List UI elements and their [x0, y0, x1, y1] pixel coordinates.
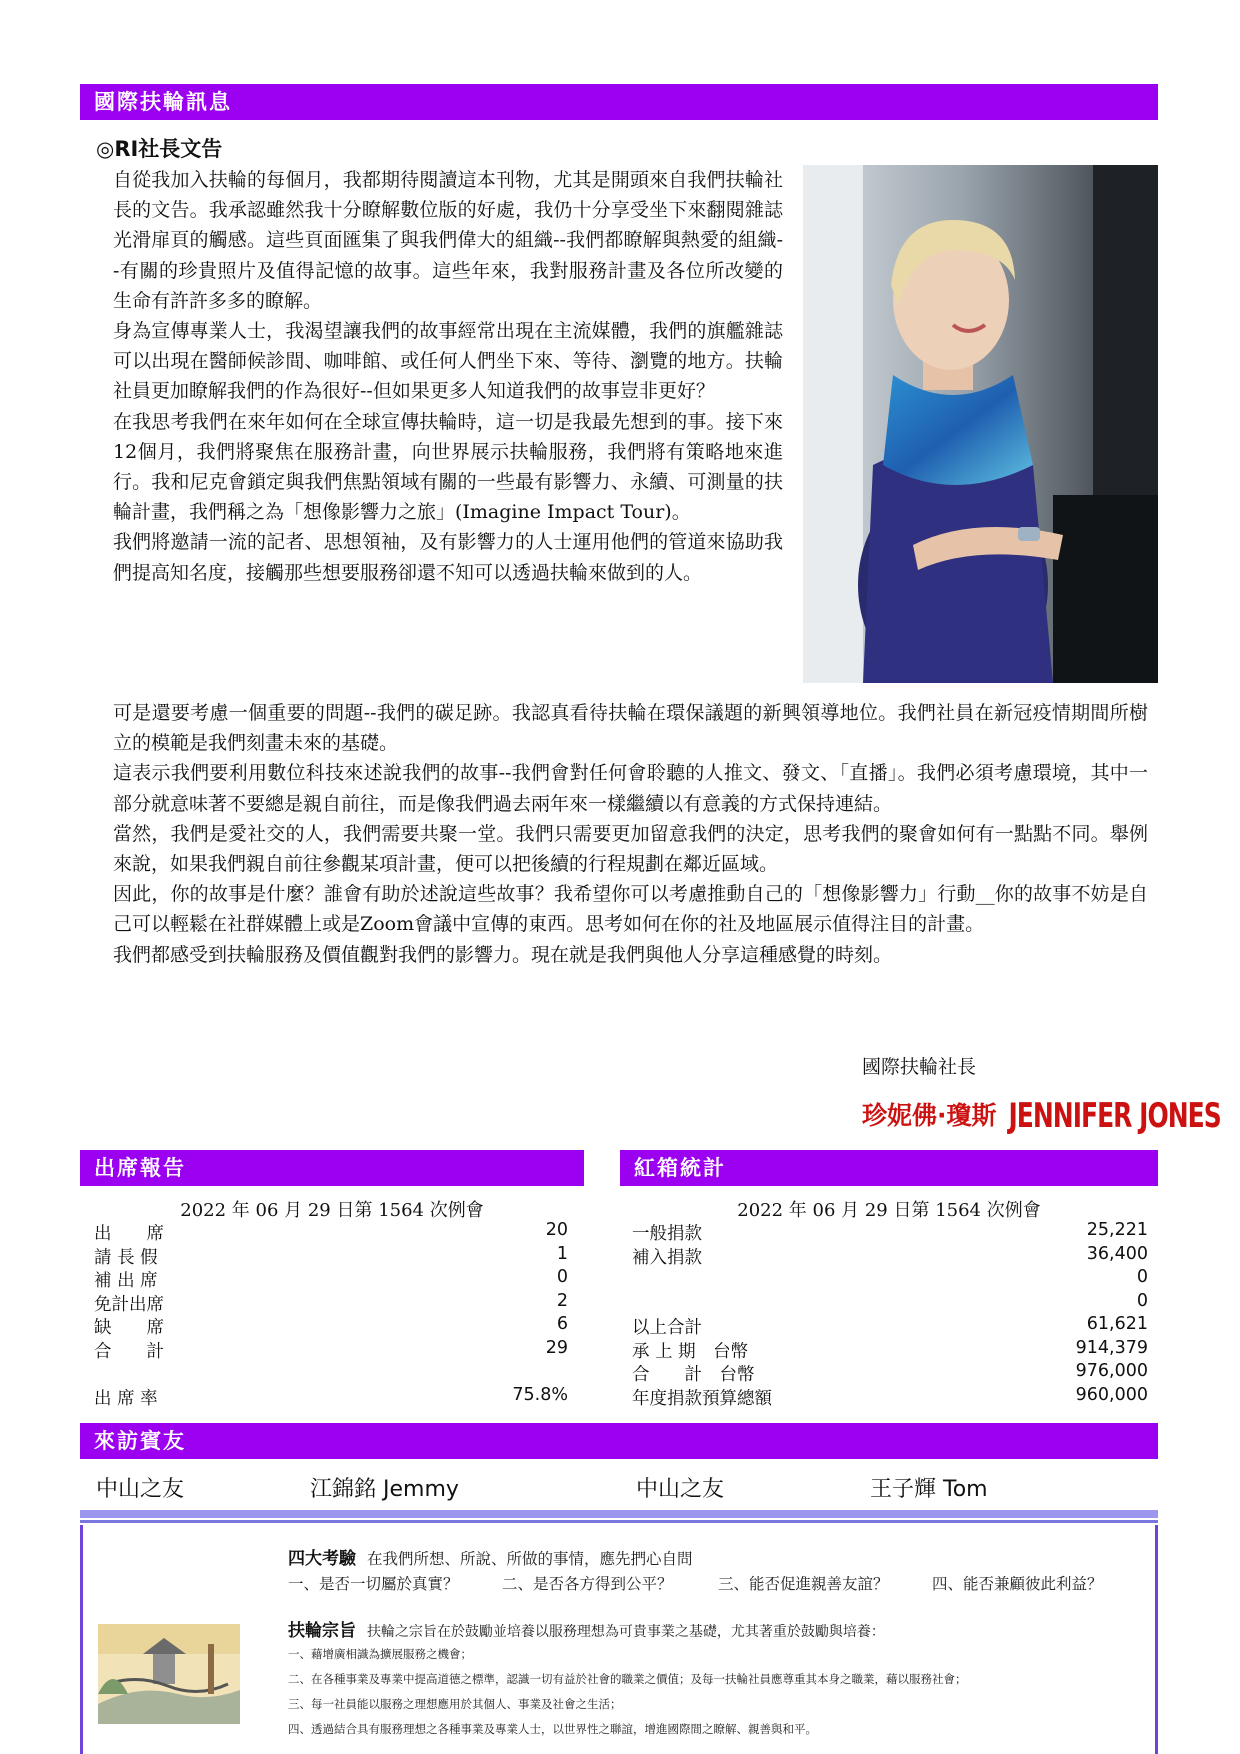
article-paragraph: 因此，你的故事是什麼？誰會有助於述說這些故事？我希望你可以考慮推動自己的「想像影響力」行動__你的故事不妨是自己可以輕鬆在社群媒體上或是Zoom會議中宣傳的東西。思考如何在你的社及地區展示值得注目的計畫。: [113, 883, 1148, 936]
row-label: 以上合計: [632, 1318, 702, 1338]
rate-label: 出 席 率: [94, 1388, 158, 1409]
row-label: 合 計: [94, 1341, 164, 1362]
article-wrapped-text: [113, 165, 783, 588]
row-label: 免計出席: [94, 1294, 164, 1315]
table-row: [94, 1338, 568, 1361]
article-paragraph: 自從我加入扶輪的每個月，我都期待閱讀這本刊物，尤其是開頭來自我們扶輪社長的文告。我承認雖然我十分瞭解數位版的好處，我仍十分享受坐下來翻閱雜誌光滑扉頁的觸感。這些頁面匯集了與我們偉大的組織--我們都瞭解與熱愛的組織--有關的珍貴照片及值得記憶的故事。這些年來，我對服務計畫及各位所改變的生命有許許多多的瞭解。: [113, 169, 783, 312]
table-row: [632, 1291, 1148, 1314]
visitor-club: 中山之友: [636, 1477, 725, 1502]
row-value: 960,000: [1075, 1384, 1148, 1405]
row-value: 25,221: [1086, 1220, 1148, 1240]
pavilion-illustration: [98, 1624, 240, 1724]
objects-title: 扶輪宗旨: [288, 1621, 356, 1641]
row-value: 1: [556, 1243, 568, 1264]
table-row: [94, 1267, 568, 1290]
objects-item: 四、透過結合具有服務理想之各種事業及專業人士，以世界性之聯誼，增進國際間之瞭解、親善與和平。: [288, 1722, 817, 1736]
article-paragraph: 當然，我們是愛社交的人，我們需要共聚一堂。我們只需要更加留意我們的決定，思考我們的聚會如何有一點點不同。舉例來說，如果我們親自前往參觀某項計畫，便可以把後續的行程規劃在鄰近區域。: [113, 822, 1148, 876]
table-row: [632, 1220, 1148, 1243]
row-label: 合 計 台幣: [632, 1365, 755, 1385]
row-value: 914,379: [1075, 1337, 1148, 1358]
row-value: 29: [545, 1337, 568, 1358]
row-value: 6: [556, 1314, 568, 1334]
row-label: 出 席: [94, 1224, 164, 1244]
article-full-width-text: [113, 698, 1148, 970]
objects-item: 三、每一社員能以服務之理想應用於其個人、事業及社會之生活；: [288, 1697, 622, 1711]
attendance-table: [94, 1220, 568, 1409]
table-row: [632, 1385, 1148, 1408]
article-paragraph: 在我思考我們在來年如何在全球宣傳扶輪時，這一切是我最先想到的事。接下來12個月，我們將聚焦在服務計畫，向世界展示扶輪服務，我們將有策略地來進行。我和尼克會鎖定與我們焦點領域有關的一些最有影響力、永續、可測量的扶輪計畫，我們稱之為「想像影響力之旅」(Imagine Impact Tour)。: [113, 410, 783, 524]
article-paragraph: 身為宣傳專業人士，我渴望讓我們的故事經常出現在主流媒體，我們的旗艦雜誌可以出現在醫師候診間、咖啡館、或任何人們坐下來、等待、瀏覽的地方。扶輪社員更加瞭解我們的作為很好--但如果更多人知道我們的故事豈非更好？: [113, 320, 783, 403]
table-row: [632, 1314, 1148, 1337]
row-label: 年度捐款預算總額: [632, 1388, 772, 1409]
table-row: [94, 1220, 568, 1243]
article-paragraph: 我們都感受到扶輪服務及價值觀對我們的影響力。現在就是我們與他人分享這種感覺的時刻。: [113, 943, 893, 966]
donation-title: 紅箱統計: [634, 1156, 726, 1180]
row-label: 補入捐款: [632, 1247, 702, 1268]
signature-name-en: JENNIFER JONES: [1008, 1095, 1221, 1136]
visitor-name: 王子輝 Tom: [870, 1477, 988, 1502]
visitors-header: [80, 1423, 1158, 1459]
row-label: 缺 席: [94, 1318, 164, 1338]
article-subhead: ◎RI社長文告: [96, 137, 223, 161]
signature-name: [862, 1095, 1221, 1136]
row-label: 補 出 席: [94, 1271, 158, 1291]
footer-divider: [80, 1510, 1158, 1518]
footer-landscape-image: [98, 1624, 240, 1724]
president-portrait: [803, 165, 1158, 683]
four-way-title: 四大考驗: [288, 1549, 356, 1569]
footer-divider-line: [80, 1520, 1158, 1523]
attendance-rate-row: [94, 1385, 568, 1408]
article-paragraph: 這表示我們要利用數位科技來述說我們的故事--我們會對任何會聆聽的人推文、發文、「直播」。我們必須考慮環境，其中一部分就意味著不要總是親自前往，而是像我們過去兩年來一樣繼續以有意義的方式保持連結。: [113, 762, 1148, 815]
portrait-illustration: [803, 165, 1158, 683]
row-label: 承 上 期 台幣: [632, 1341, 749, 1362]
row-value: 20: [545, 1220, 568, 1240]
rate-value: 75.8%: [512, 1384, 568, 1405]
table-row: [94, 1244, 568, 1267]
table-row: [94, 1314, 568, 1337]
donation-table: [632, 1220, 1148, 1410]
table-row: [94, 1291, 568, 1314]
four-way-item: 一、是否一切屬於真實？: [288, 1575, 459, 1593]
visitor-club: 中山之友: [96, 1477, 185, 1502]
table-row: [632, 1244, 1148, 1267]
table-row: [632, 1338, 1148, 1361]
row-value: 0: [1136, 1290, 1148, 1311]
four-way-item: 四、能否兼顧彼此利益？: [932, 1575, 1103, 1593]
article-paragraph: 我們將邀請一流的記者、思想領袖，及有影響力的人士運用他們的管道來協助我們提高知名度，接觸那些想要服務卻還不知可以透過扶輪來做到的人。: [113, 531, 783, 584]
row-value: 976,000: [1075, 1361, 1148, 1381]
row-value: 0: [556, 1267, 568, 1287]
signature-name-zh: 珍妮佛·瓊斯: [862, 1101, 997, 1130]
donation-header: [620, 1150, 1158, 1186]
section-title-bar: [80, 84, 1158, 120]
objects-heading: [288, 1616, 885, 1641]
four-way-item: 三、能否促進親善友誼？: [718, 1575, 889, 1593]
objects-item: 二、在各種事業及專業中提高道德之標準，認識一切有益於社會的職業之價值；及每一扶輪社員應尊重其本身之職業，藉以服務社會；: [288, 1672, 967, 1686]
row-value: 36,400: [1086, 1243, 1148, 1264]
row-value: 61,621: [1086, 1314, 1148, 1334]
attendance-header: [80, 1150, 584, 1186]
signature-title: 國際扶輪社長: [862, 1056, 977, 1078]
visitor-name: 江錦銘 Jemmy: [310, 1477, 459, 1502]
row-label: 請 長 假: [94, 1247, 158, 1268]
table-row: [632, 1267, 1148, 1290]
table-row: [632, 1361, 1148, 1384]
section-title: 國際扶輪訊息: [94, 90, 232, 114]
objects-intro: 扶輪之宗旨在於鼓勵並培養以服務理想為可貴事業之基礎，尤其著重於鼓勵與培養：: [366, 1624, 885, 1640]
attendance-title: 出席報告: [94, 1156, 186, 1180]
objects-item: 一、藉增廣相識為擴展服務之機會；: [288, 1647, 472, 1661]
visitors-title: 來訪賓友: [94, 1429, 186, 1453]
four-way-test-heading: [288, 1544, 692, 1569]
four-way-intro: 在我們所想、所說、所做的事情，應先捫心自問: [366, 1550, 693, 1568]
four-way-item: 二、是否各方得到公平？: [502, 1575, 673, 1593]
attendance-date: 2022 年 06 月 29 日第 1564 次例會: [180, 1200, 484, 1221]
row-value: 0: [1136, 1267, 1148, 1287]
row-label: 一般捐款: [632, 1224, 702, 1244]
donation-date: 2022 年 06 月 29 日第 1564 次例會: [737, 1200, 1041, 1221]
row-value: 2: [556, 1290, 568, 1311]
article-paragraph: 可是還要考慮一個重要的問題--我們的碳足跡。我認真看待扶輪在環保議題的新興領導地位。我們社員在新冠疫情期間所樹立的模範是我們刻畫未來的基礎。: [113, 702, 1148, 755]
